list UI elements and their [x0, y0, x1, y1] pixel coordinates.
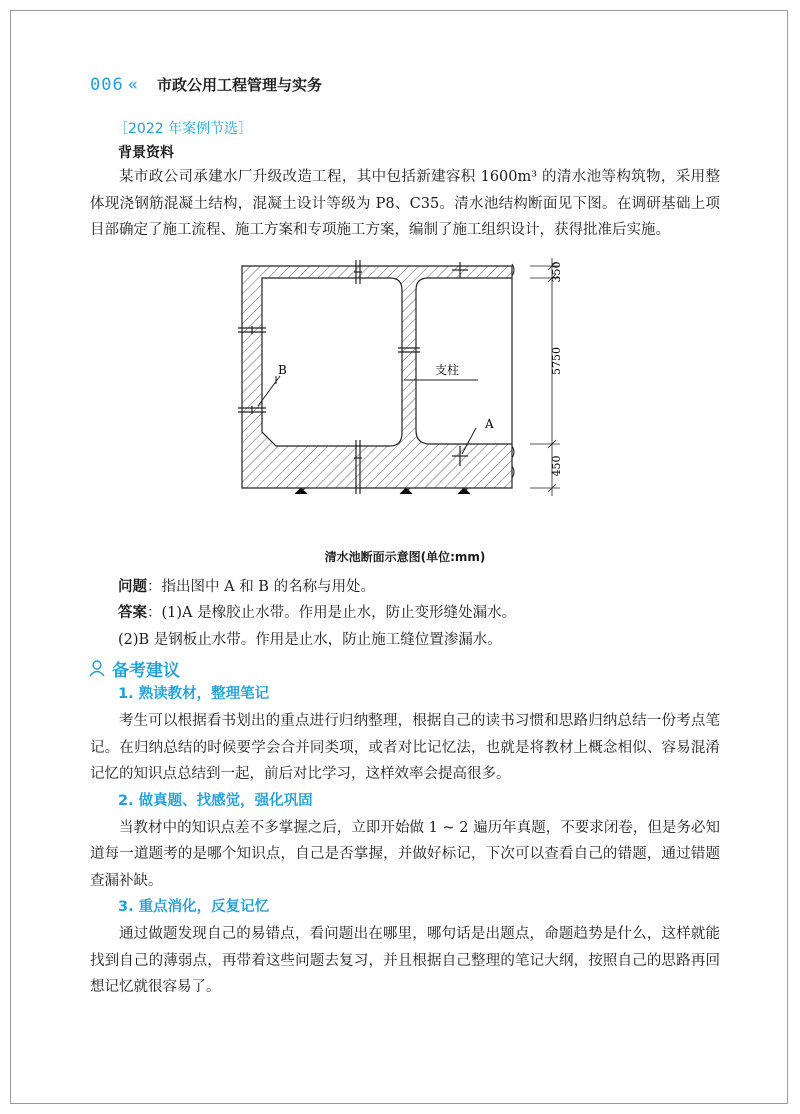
question-text: ：指出图中 A 和 B 的名称与用处。 — [147, 578, 376, 595]
advice-item-3-title: 3. 重点消化，反复记忆 — [118, 899, 270, 915]
ground-supports — [295, 488, 470, 494]
advice-item-1-title: 1. 熟读教材，整理笔记 — [118, 686, 270, 702]
main-content — [90, 118, 720, 1001]
case-tag: ［2022 年案例节选］ — [114, 121, 253, 137]
label-a: A — [485, 416, 494, 431]
answer-2-row: (2)B 是钢板止水带。作用是止水，防止施工缝位置渗漏水。 — [118, 631, 502, 648]
advice-section-title: 备考建议 — [112, 660, 180, 681]
advice-item-2-text: 当教材中的知识点差不多掌握之后，立即开始做 1 ~ 2 遍历年真题，不要求闭卷，但是务必知道每一道题考的是哪个知识点，自己是否掌握，并做好标记，下次可以查看自己的错题，通过错题查漏补缺。 — [90, 819, 720, 889]
book-title: 市政公用工程管理与实务 — [156, 76, 322, 94]
dimension-bottom: 450 — [550, 455, 563, 476]
question-answer — [118, 574, 720, 654]
reader-icon — [88, 659, 106, 677]
answer-row — [118, 600, 720, 627]
advice-item-1-text: 考生可以根据看书划出的重点进行归纳整理，根据自己的读书习惯和思路归纳总结一份考点笔记。在归纳总结的时候要学会合并同类项，或者对比记忆法，也就是将教材上概念相似、容易混淆记忆的知识点总结到一起，前后对比学习，这样效率会提高很多。 — [90, 713, 720, 782]
dimension-top: 350 — [550, 261, 563, 282]
reservoir-section-figure — [90, 248, 720, 548]
answer-1: ：(1)A 是橡胶止水带。作用是止水，防止变形缝处漏水。 — [147, 605, 517, 621]
concrete-structure — [242, 266, 512, 488]
advice-section-header — [88, 655, 720, 681]
question-row — [118, 574, 720, 601]
label-b: B — [278, 362, 287, 377]
double-chevron-icon: « — [127, 75, 139, 95]
question-label: 问题 — [118, 578, 147, 595]
background-paragraph: 某市政公司承建水厂升级改造工程，其中包括新建容积 1600m³ 的清水池等构筑物，采用整体现浇钢筋混凝土结构，混凝土设计等级为 P8、C35。清水池结构断面见下图。在调研基础上项目部确定了施工流程、施工方案和专项施工方案，编制了施工组织设计，获得批准后实施。 — [90, 169, 720, 238]
advice-item-2-title: 2. 做真题、找感觉，强化巩固 — [118, 792, 313, 809]
background-title: 背景资料 — [118, 145, 174, 161]
section-diagram — [90, 248, 720, 548]
running-head — [90, 74, 322, 95]
pillar-label: 支柱 — [435, 362, 460, 377]
advice-item-3-text: 通过做题发现自己的易错点，看问题出在哪里，哪句话是出题点，命题趋势是什么，这样就能找到自己的薄弱点，再带着这些问题去复习，并且根据自己整理的笔记大纲，按照自己的思路再回想记忆就很容易了。 — [90, 926, 720, 995]
figure-caption: 清水池断面示意图(单位:mm) — [324, 549, 486, 564]
page-number: 006 « — [90, 75, 139, 95]
answer-label: 答案 — [118, 605, 147, 621]
dimension-middle: 5750 — [550, 346, 563, 375]
